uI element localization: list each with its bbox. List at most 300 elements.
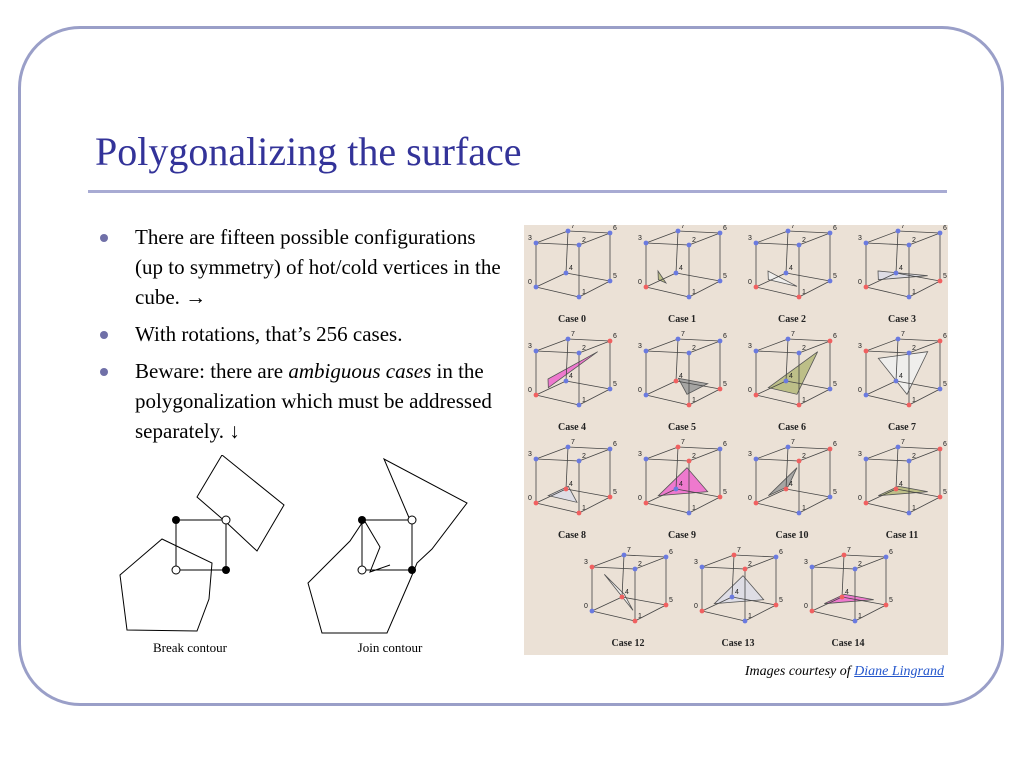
vertex-number: 7 <box>571 331 575 338</box>
case-thumbnail <box>638 225 727 325</box>
cases-diagram <box>524 225 948 655</box>
cube-edge <box>734 555 776 557</box>
bullet-item <box>100 319 505 349</box>
vertex-number: 7 <box>571 439 575 446</box>
surface-patch <box>548 486 577 502</box>
cold-vertex <box>687 511 692 516</box>
vertex-number: 3 <box>748 235 752 242</box>
vertex-number: 7 <box>791 331 795 338</box>
cube-edge <box>788 339 830 341</box>
cube-edge <box>568 339 610 341</box>
cube-edge <box>812 611 855 621</box>
vertex-number: 2 <box>802 345 806 352</box>
vertex-number: 6 <box>779 549 783 556</box>
case-thumbnail <box>694 547 783 649</box>
cold-vertex <box>564 271 569 276</box>
bullet-text: Beware: there are <box>135 359 289 384</box>
vertex-number: 5 <box>779 597 783 604</box>
vertex-number: 4 <box>845 589 849 596</box>
vertex-number: 2 <box>692 237 696 244</box>
vertex-number: 6 <box>833 441 837 448</box>
contour-diagram <box>112 455 492 665</box>
case-label: Case 4 <box>557 422 587 433</box>
vertex-number: 0 <box>528 495 532 502</box>
vertex-number: 7 <box>791 439 795 446</box>
cold-vertex <box>784 379 789 384</box>
cube-edge <box>866 243 909 245</box>
hot-vertex <box>754 285 759 290</box>
hot-vertex <box>784 487 789 492</box>
vertex-number: 0 <box>638 495 642 502</box>
cube-edge <box>676 339 678 381</box>
cube-edge <box>646 503 689 513</box>
vertex-number: 5 <box>613 273 617 280</box>
cube-edge <box>568 231 610 233</box>
case-label: Case 12 <box>611 638 645 649</box>
vertex-number: 0 <box>584 603 588 610</box>
vertex-number: 0 <box>804 603 808 610</box>
cube-edge <box>566 231 568 273</box>
cold-vertex <box>743 619 748 624</box>
case-label: Case 1 <box>667 314 697 325</box>
vertex-number: 1 <box>802 397 806 404</box>
cold-vertex <box>566 337 571 342</box>
title-rule <box>88 190 947 193</box>
cold-vertex <box>754 241 759 246</box>
hot-vertex <box>938 279 943 284</box>
vertex-number: 1 <box>582 505 586 512</box>
cube-edge <box>536 231 568 243</box>
cube-edge <box>676 273 720 281</box>
case-thumbnail <box>638 439 727 541</box>
case-label: Case 14 <box>831 638 865 649</box>
case-thumbnail <box>858 331 947 433</box>
cube-edge <box>646 489 676 503</box>
cube-edge <box>702 555 734 567</box>
cold-vertex <box>577 351 582 356</box>
cold-vertex <box>786 445 791 450</box>
cube-edge <box>676 231 678 273</box>
vertex-number: 1 <box>582 289 586 296</box>
hot-vertex <box>732 553 737 558</box>
vertex-number: 1 <box>692 289 696 296</box>
vertex-number: 0 <box>638 279 642 286</box>
cube-edge <box>866 339 898 351</box>
cube-edge <box>536 339 568 351</box>
cold-vertex <box>864 457 869 462</box>
vertex-number: 7 <box>627 547 631 554</box>
cube-edge <box>866 447 898 459</box>
vertex-number: 0 <box>858 279 862 286</box>
cube-edge <box>702 597 732 611</box>
cube-edge <box>756 459 799 461</box>
cube-edge <box>866 231 898 243</box>
vertex-number: 4 <box>625 589 629 596</box>
vertex-number: 3 <box>858 343 862 350</box>
vertex-number: 5 <box>723 489 727 496</box>
cube-edge <box>566 381 610 389</box>
cold-vertex <box>864 241 869 246</box>
vertex-number: 5 <box>723 273 727 280</box>
vertex-number: 0 <box>858 387 862 394</box>
bullet-text: in the polygonalization which must be addressed separately. ↓ <box>135 359 492 444</box>
cold-vertex <box>644 393 649 398</box>
vertex-number: 5 <box>833 381 837 388</box>
vertex-number: 4 <box>679 373 683 380</box>
cube-edge <box>812 555 844 567</box>
cube-edge <box>702 611 745 621</box>
vertex-number: 6 <box>943 333 947 340</box>
cold-vertex <box>754 457 759 462</box>
cold-vertex <box>907 459 912 464</box>
vertex-number: 4 <box>899 265 903 272</box>
hot-vertex <box>797 295 802 300</box>
vertex-number: 5 <box>889 597 893 604</box>
vertex-number: 7 <box>901 331 905 338</box>
cube-edge <box>646 447 678 459</box>
cube-edge <box>646 287 689 297</box>
vertex-number: 6 <box>613 333 617 340</box>
vertex-number: 6 <box>833 225 837 232</box>
cube-edge <box>866 287 909 297</box>
hot-vertex <box>564 487 569 492</box>
cube-edge <box>786 489 830 497</box>
case-thumbnail <box>748 331 837 433</box>
case-label: Case 7 <box>887 422 917 433</box>
cold-vertex <box>608 447 613 452</box>
vertex-number: 3 <box>528 235 532 242</box>
cube-edge <box>646 243 689 245</box>
hot-vertex <box>608 495 613 500</box>
case-thumbnail <box>528 439 617 541</box>
hot-vertex <box>864 501 869 506</box>
vertex-number: 4 <box>679 481 683 488</box>
contour-label: Join contour <box>357 640 423 655</box>
cube-edge <box>536 447 568 459</box>
cold-vertex <box>784 271 789 276</box>
cube-edge <box>898 231 940 233</box>
cube-edge <box>536 351 579 353</box>
vertex-number: 4 <box>789 265 793 272</box>
bullet-text: With rotations, that’s 256 cases. <box>135 322 403 347</box>
vertex-number: 7 <box>737 547 741 554</box>
hot-vertex <box>907 403 912 408</box>
cold-vertex <box>907 511 912 516</box>
vertex-number: 1 <box>638 613 642 620</box>
vertex-number: 7 <box>571 225 575 230</box>
cube-edge <box>592 555 624 567</box>
cube-edge <box>756 351 799 353</box>
cube-edge <box>566 339 568 381</box>
cube-edge <box>622 555 624 597</box>
cold-vertex <box>884 555 889 560</box>
cube-edge <box>756 489 786 503</box>
cube-edge <box>536 287 579 297</box>
cold-vertex <box>534 241 539 246</box>
case-thumbnail <box>584 547 673 649</box>
hot-vertex <box>644 501 649 506</box>
cube-edge <box>646 231 678 243</box>
vertex-filled <box>222 566 230 574</box>
cube-edge <box>788 447 830 449</box>
surface-patch <box>714 576 763 604</box>
contour-label: Break contour <box>152 640 228 655</box>
vertex-number: 5 <box>943 489 947 496</box>
cube-edge <box>756 287 799 297</box>
cube-edge <box>646 381 676 395</box>
cube-edge <box>786 273 830 281</box>
vertex-number: 2 <box>912 345 916 352</box>
vertex-number: 0 <box>748 495 752 502</box>
vertex-number: 2 <box>692 453 696 460</box>
vertex-number: 4 <box>679 265 683 272</box>
vertex-number: 1 <box>802 289 806 296</box>
hot-vertex <box>884 603 889 608</box>
hot-vertex <box>700 609 705 614</box>
cold-vertex <box>730 595 735 600</box>
cold-vertex <box>797 243 802 248</box>
cold-vertex <box>622 553 627 558</box>
vertex-number: 6 <box>943 225 947 232</box>
hot-vertex <box>840 595 845 600</box>
vertex-number: 0 <box>694 603 698 610</box>
vertex-number: 3 <box>804 559 808 566</box>
vertex-number: 1 <box>912 289 916 296</box>
vertex-open <box>408 516 416 524</box>
cube-edge <box>756 339 788 351</box>
cube-edge <box>866 503 909 513</box>
cube-edge <box>812 597 842 611</box>
bullet-item <box>100 356 505 446</box>
surface-patch <box>768 352 817 395</box>
case-thumbnail <box>804 547 893 649</box>
vertex-number: 5 <box>723 381 727 388</box>
hot-vertex <box>534 501 539 506</box>
cold-vertex <box>564 379 569 384</box>
image-credit <box>650 664 944 680</box>
cube-edge <box>866 459 909 461</box>
case-thumbnail <box>858 225 947 325</box>
cold-vertex <box>907 243 912 248</box>
vertex-number: 0 <box>748 279 752 286</box>
cold-vertex <box>938 231 943 236</box>
hot-vertex <box>938 339 943 344</box>
cold-vertex <box>644 457 649 462</box>
vertex-number: 6 <box>723 441 727 448</box>
case-label: Case 9 <box>667 530 697 541</box>
hot-vertex <box>687 459 692 464</box>
joined-polygon <box>308 459 467 633</box>
case-label: Case 0 <box>557 314 587 325</box>
vertex-open <box>222 516 230 524</box>
vertex-number: 2 <box>638 561 642 568</box>
hot-vertex <box>534 393 539 398</box>
cold-vertex <box>590 609 595 614</box>
vertex-number: 2 <box>858 561 862 568</box>
case-label: Case 3 <box>887 314 917 325</box>
bullet-emphasis: ambiguous cases <box>288 359 432 384</box>
cube-edge <box>844 555 886 557</box>
bullet-item <box>100 222 505 312</box>
vertex-number: 7 <box>901 439 905 446</box>
vertex-number: 6 <box>723 333 727 340</box>
cold-vertex <box>577 243 582 248</box>
cube-edge <box>898 447 940 449</box>
cold-vertex <box>676 337 681 342</box>
hot-vertex <box>620 595 625 600</box>
cube-edge <box>788 231 830 233</box>
hot-vertex <box>774 603 779 608</box>
hot-vertex <box>608 339 613 344</box>
cube-edge <box>866 395 909 405</box>
cube-edge <box>866 489 896 503</box>
cold-vertex <box>566 229 571 234</box>
cube-edge <box>786 231 788 273</box>
cold-vertex <box>608 387 613 392</box>
case-thumbnail <box>528 225 617 325</box>
vertex-number: 3 <box>528 451 532 458</box>
lower-polygon <box>120 539 212 631</box>
cold-vertex <box>853 619 858 624</box>
vertex-number: 5 <box>613 381 617 388</box>
case-label: Case 13 <box>721 638 755 649</box>
vertex-number: 0 <box>748 387 752 394</box>
cold-vertex <box>853 567 858 572</box>
marching-cubes-cases <box>524 225 948 655</box>
vertex-number: 4 <box>899 481 903 488</box>
hot-vertex <box>644 285 649 290</box>
case-thumbnail <box>528 331 617 433</box>
case-thumbnail <box>638 331 727 433</box>
cube-edge <box>536 395 579 405</box>
case-label: Case 6 <box>777 422 807 433</box>
cold-vertex <box>718 447 723 452</box>
cold-vertex <box>718 231 723 236</box>
hot-vertex <box>590 565 595 570</box>
vertex-number: 6 <box>613 441 617 448</box>
vertex-number: 1 <box>692 505 696 512</box>
credit-text: Images courtesy of <box>744 664 855 679</box>
hot-vertex <box>687 403 692 408</box>
hot-vertex <box>676 445 681 450</box>
vertex-number: 5 <box>943 381 947 388</box>
vertex-number: 3 <box>858 451 862 458</box>
vertex-number: 4 <box>569 481 573 488</box>
cold-vertex <box>687 351 692 356</box>
cold-vertex <box>894 271 899 276</box>
cold-vertex <box>896 337 901 342</box>
cold-vertex <box>608 231 613 236</box>
cold-vertex <box>577 459 582 464</box>
vertex-number: 7 <box>847 547 851 554</box>
cube-edge <box>678 339 720 341</box>
surface-patch <box>658 468 707 496</box>
vertex-number: 4 <box>569 373 573 380</box>
vertex-filled <box>408 566 416 574</box>
cold-vertex <box>608 279 613 284</box>
surface-patch <box>878 271 928 280</box>
hot-vertex <box>828 339 833 344</box>
vertex-number: 3 <box>638 343 642 350</box>
grid-cell <box>176 520 226 570</box>
vertex-number: 1 <box>692 397 696 404</box>
vertex-number: 5 <box>613 489 617 496</box>
cube-edge <box>756 395 799 405</box>
cube-edge <box>702 567 745 569</box>
credit-link[interactable]: Diane Lingrand <box>854 664 944 679</box>
cold-vertex <box>810 565 815 570</box>
vertex-open <box>358 566 366 574</box>
vertex-number: 3 <box>638 235 642 242</box>
cube-edge <box>756 447 788 459</box>
hot-vertex <box>633 619 638 624</box>
vertex-number: 5 <box>833 273 837 280</box>
vertex-number: 3 <box>748 343 752 350</box>
cold-vertex <box>718 339 723 344</box>
case-thumbnail <box>748 439 837 541</box>
vertex-filled <box>358 516 366 524</box>
cube-edge <box>646 339 678 351</box>
cold-vertex <box>674 487 679 492</box>
cube-edge <box>678 447 720 449</box>
cold-vertex <box>907 351 912 356</box>
cube-edge <box>646 459 689 461</box>
case-thumbnail <box>748 225 837 325</box>
cold-vertex <box>896 445 901 450</box>
vertex-number: 7 <box>681 331 685 338</box>
vertex-number: 0 <box>858 495 862 502</box>
cube-edge <box>842 555 844 597</box>
vertex-number: 4 <box>569 265 573 272</box>
hot-vertex <box>718 495 723 500</box>
case-label: Case 11 <box>885 530 919 541</box>
vertex-number: 3 <box>528 343 532 350</box>
cube-edge <box>898 339 940 341</box>
cube-edge <box>536 243 579 245</box>
vertex-number: 5 <box>833 489 837 496</box>
cold-vertex <box>828 231 833 236</box>
vertex-number: 1 <box>912 505 916 512</box>
vertex-number: 5 <box>669 597 673 604</box>
cold-vertex <box>676 229 681 234</box>
cold-vertex <box>534 285 539 290</box>
cold-vertex <box>633 567 638 572</box>
vertex-number: 6 <box>723 225 727 232</box>
cube-edge <box>592 567 635 569</box>
cold-vertex <box>774 555 779 560</box>
vertex-number: 3 <box>748 451 752 458</box>
hot-vertex <box>674 379 679 384</box>
surface-patch <box>768 271 797 286</box>
cold-vertex <box>786 229 791 234</box>
hot-vertex <box>828 447 833 452</box>
vertex-filled <box>172 516 180 524</box>
cube-edge <box>896 231 898 273</box>
vertex-number: 2 <box>802 237 806 244</box>
vertex-number: 5 <box>943 273 947 280</box>
vertex-number: 4 <box>735 589 739 596</box>
cold-vertex <box>534 457 539 462</box>
cold-vertex <box>828 387 833 392</box>
cold-vertex <box>566 445 571 450</box>
cube-edge <box>866 351 909 353</box>
hot-vertex <box>577 511 582 516</box>
case-thumbnail <box>858 439 947 541</box>
vertex-number: 1 <box>912 397 916 404</box>
vertex-number: 0 <box>528 279 532 286</box>
vertex-number: 6 <box>669 549 673 556</box>
vertex-number: 7 <box>681 225 685 230</box>
